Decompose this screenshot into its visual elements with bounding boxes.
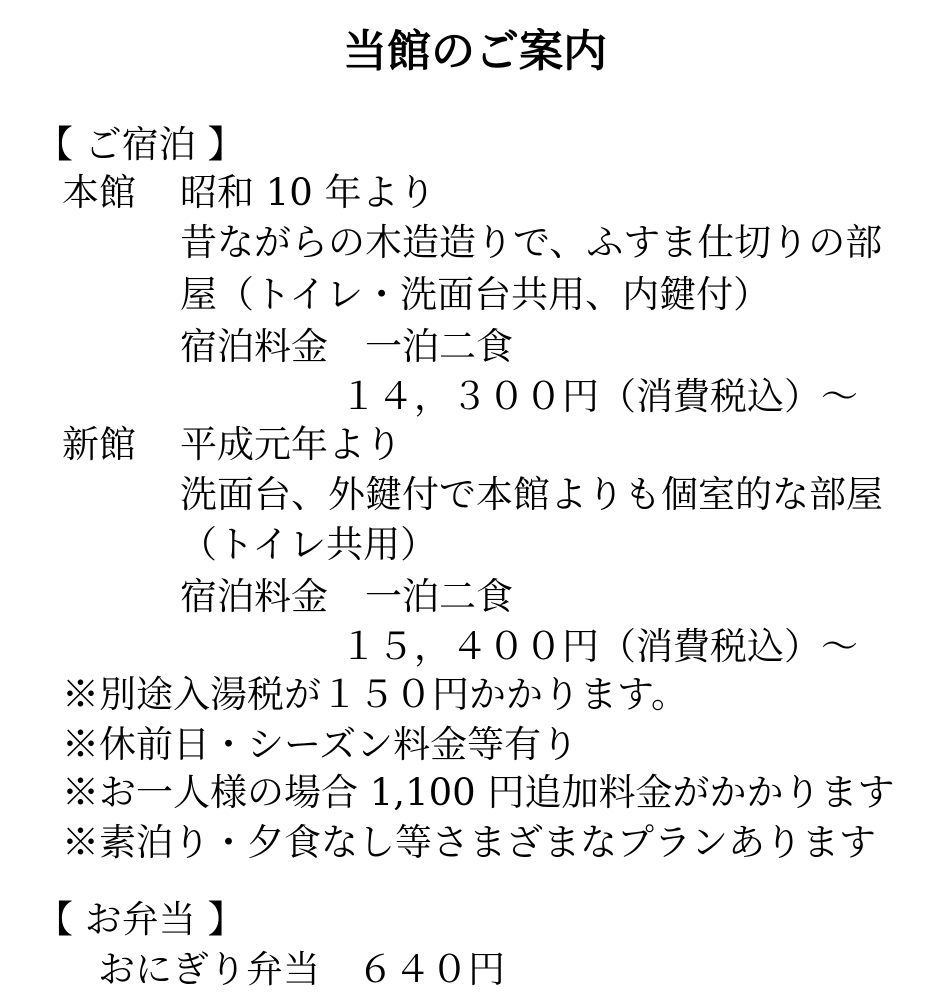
main-building-label: 本館 <box>62 171 136 214</box>
main-building-description-2: 屋（トイレ・洗面台共用、内鍵付） <box>180 273 771 316</box>
new-building-description-1: 洗面台、外鍵付で本館よりも個室的な部屋 <box>180 473 883 516</box>
new-building-description-2: （トイレ共用） <box>180 523 438 566</box>
new-building-fee-label: 宿泊料金 一泊二食 <box>180 575 513 618</box>
main-building-since: 昭和 10 年より <box>180 171 436 214</box>
new-building-label: 新館 <box>62 423 136 466</box>
bento-item: おにぎり弁当 ６４０円 <box>98 948 505 991</box>
bento-heading: 【 お弁当 】 <box>36 898 245 941</box>
main-building-description-1: 昔ながらの木造造りで、ふすま仕切りの部 <box>180 221 883 264</box>
note-season-rates: ※休前日・シーズン料金等有り <box>62 723 579 766</box>
main-building-fee-label: 宿泊料金 一泊二食 <box>180 325 513 368</box>
note-other-plans: ※素泊り・夕食なし等さまざまなプランあります <box>62 821 876 864</box>
new-building-since: 平成元年より <box>180 423 402 466</box>
page-title: 当館のご案内 <box>343 26 607 77</box>
note-bathing-tax: ※別途入湯税が１５０円かかります。 <box>62 673 689 716</box>
note-single-surcharge: ※お一人様の場合 1,100 円追加料金がかかります <box>62 771 895 814</box>
new-building-fee-value: １５，４００円（消費税込）～ <box>340 625 858 668</box>
main-building-fee-value: １４，３００円（消費税込）～ <box>340 375 858 418</box>
lodging-heading: 【 ご宿泊 】 <box>36 123 245 166</box>
